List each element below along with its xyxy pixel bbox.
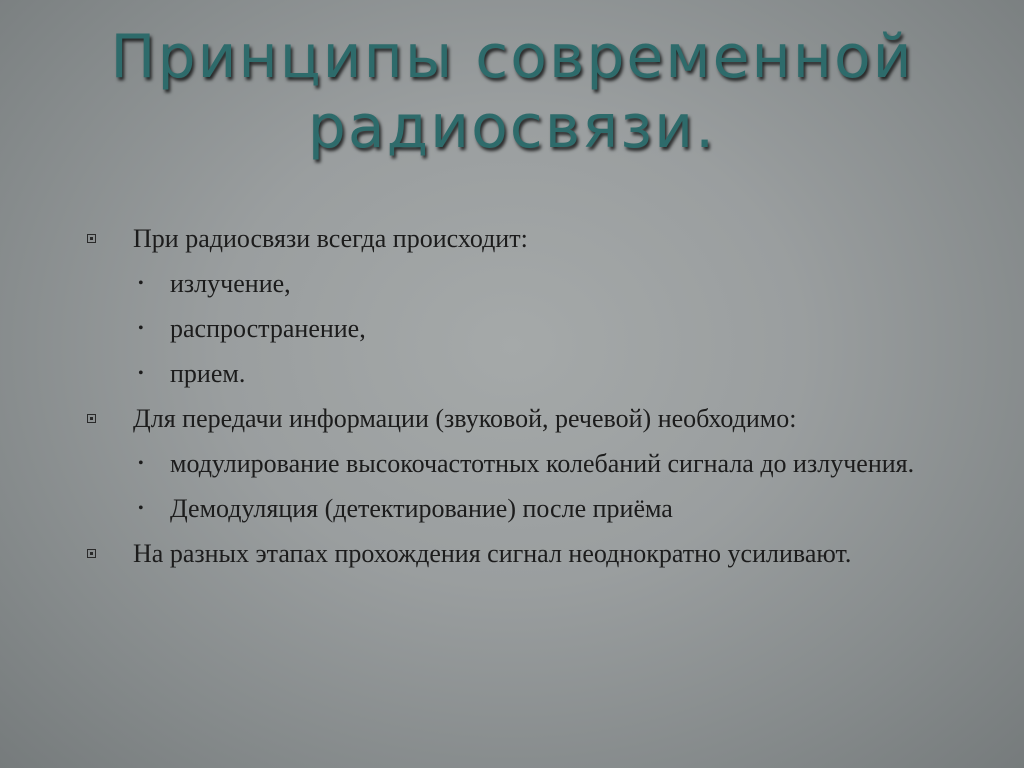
bullet-item [84, 537, 964, 571]
sub-bullet-text: распространение, [170, 314, 366, 343]
dot-bullet-icon: • [138, 320, 144, 337]
sub-bullet-item [84, 267, 964, 301]
dot-bullet-icon: • [138, 365, 144, 382]
sub-bullet-text: прием. [170, 359, 246, 388]
dot-bullet-icon: • [138, 500, 144, 517]
bullet-item [84, 402, 964, 436]
bullet-text: На разных этапах прохождения сигнал неоднократно усиливают. [133, 539, 852, 568]
slide-title [40, 22, 984, 162]
slide-title-line-2: радиосвязи. [307, 92, 717, 162]
square-bullet-icon [87, 414, 96, 423]
sub-bullet-item [84, 492, 964, 526]
dot-bullet-icon: • [138, 275, 144, 292]
sub-bullet-item [84, 447, 964, 481]
sub-bullet-text: модулирование высокочастотных колебаний сигнала до излучения. [170, 449, 915, 478]
sub-bullet-text: Демодуляция (детектирование) после приёма [170, 494, 673, 523]
dot-bullet-icon: • [138, 455, 144, 472]
sub-bullet-item [84, 312, 964, 346]
square-bullet-icon [87, 549, 96, 558]
bullet-text: Для передачи информации (звуковой, речевой) необходимо: [133, 404, 797, 433]
slide-content [84, 222, 964, 582]
slide-title-line-1: Принципы современной [110, 22, 914, 92]
bullet-text: При радиосвязи всегда происходит: [133, 224, 528, 253]
square-bullet-icon [87, 234, 96, 243]
sub-bullet-text: излучение, [170, 269, 291, 298]
bullet-item [84, 222, 964, 256]
sub-bullet-item [84, 357, 964, 391]
